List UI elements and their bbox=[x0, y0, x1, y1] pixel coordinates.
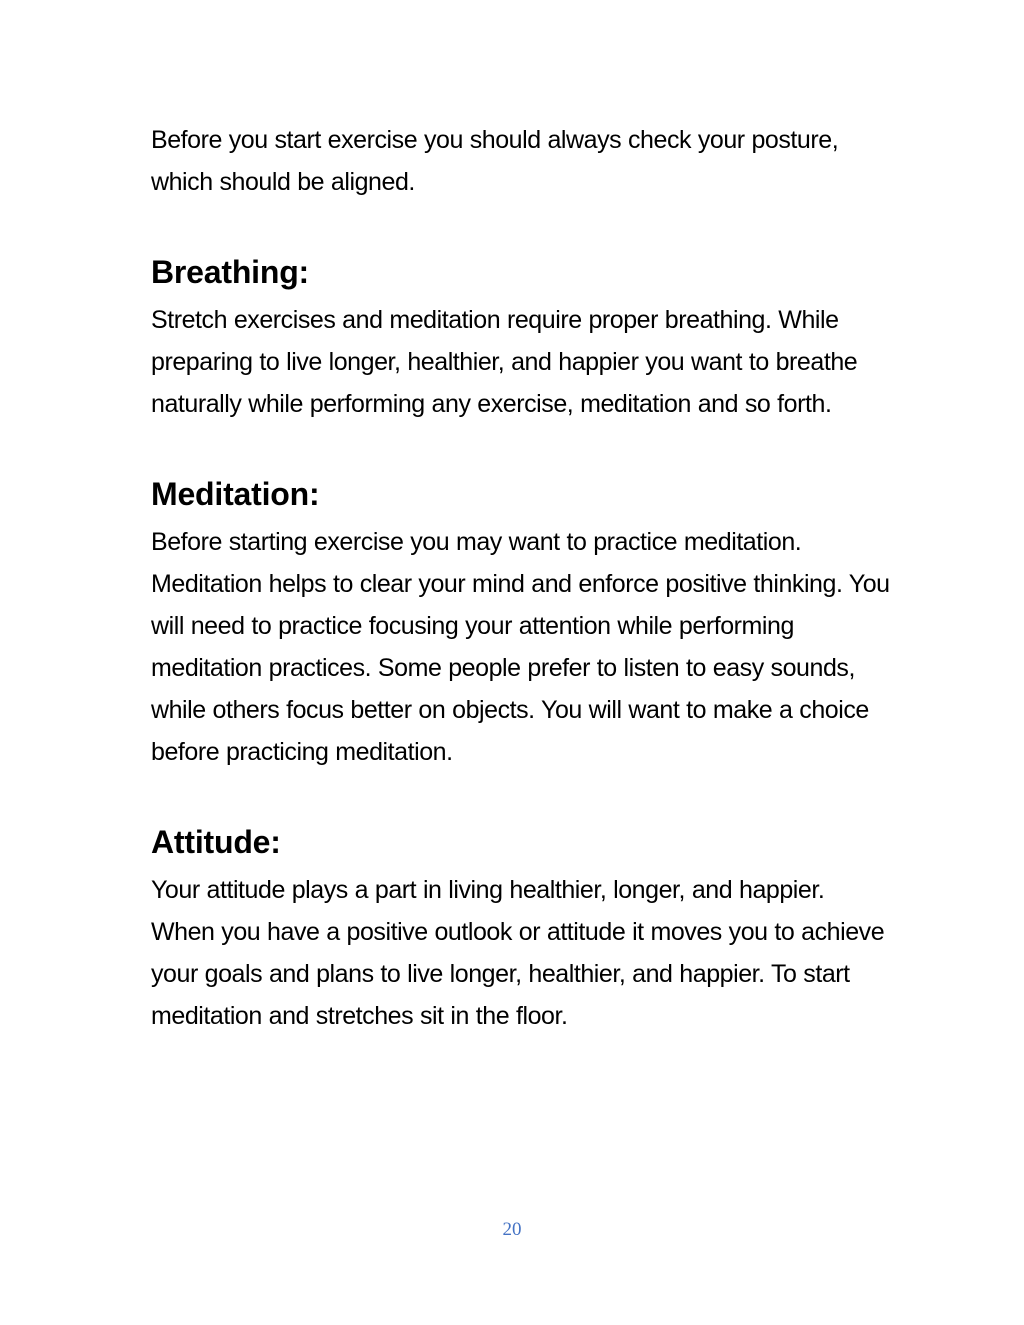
section-body-breathing: Stretch exercises and meditation require proper breathing. While preparing to live longer, healthier, and happier you want to breathe naturally while performing any exercise, meditation and so forth. bbox=[151, 306, 858, 418]
page-number: 20 bbox=[502, 1219, 522, 1240]
page-content bbox=[151, 119, 891, 1037]
section-meditation bbox=[151, 473, 891, 773]
section-body-attitude: Your attitude plays a part in living healthier, longer, and happier. When you have a positive outlook or attitude it moves you to achieve your goals and plans to live longer, healthier, and happier. To start meditation and stretches sit in the floor. bbox=[151, 876, 885, 1030]
section-heading-meditation: Meditation: bbox=[151, 476, 320, 512]
section-breathing bbox=[151, 251, 891, 425]
section-heading-breathing: Breathing: bbox=[151, 254, 310, 290]
section-attitude bbox=[151, 821, 891, 1037]
intro-paragraph: Before you start exercise you should always check your posture, which should be aligned. bbox=[151, 126, 839, 196]
section-heading-attitude: Attitude: bbox=[151, 824, 281, 860]
section-body-meditation: Before starting exercise you may want to practice meditation. Meditation helps to clear your mind and enforce positive thinking. You will need to practice focusing your attention while performing meditation practices. Some people prefer to listen to easy sounds, while others focus better on objects. You will want to make a choice before practicing meditation. bbox=[151, 528, 890, 766]
